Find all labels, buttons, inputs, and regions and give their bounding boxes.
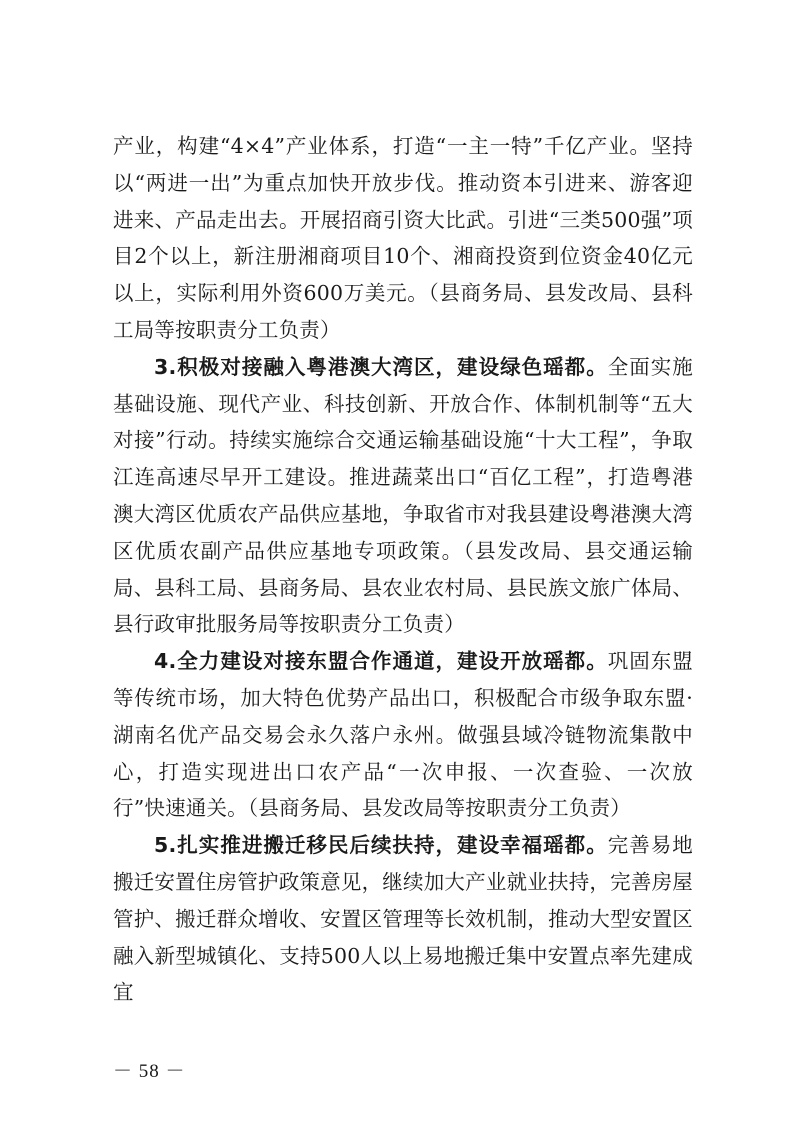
page-number: － 58 － [113,1061,186,1082]
paragraph-body: 全面实施基础设施、现代产业、科技创新、开放合作、体制机制等“五大对接”行动。持续实施综合交通运输基础设施“十大工程”，争取江连高速尽早开工建设。推进蔬菜出口“百亿工程”，打造粤港澳大湾区优质农产品供应基地，争取省市对我县建设粤港澳大湾区优质农副产品供应基地专项政策。（县发改局、县交通运输局、县科工局、县商务局、县农业农村局、县民族文旅广体局、县行政审批服务局等按职责分工负责） [113,354,693,637]
section-heading: 5.扎实推进搬迁移民后续扶持，建设幸福瑶都。 [154,833,608,858]
paragraph-section-3 [113,349,693,643]
paragraph-continuation [113,128,693,349]
paragraph-body: 完善易地搬迁安置住房管护政策意见，继续加大产业就业扶持，完善房屋管护、搬迁群众增收、安置区管理等长效机制，推动大型安置区融入新型城镇化、支持500人以上易地搬迁集中安置点率先建成宜 [113,833,693,1005]
paragraph-section-5 [113,827,693,1011]
paragraph-body: 产业，构建“4×4”产业体系，打造“一主一特”千亿产业。坚持以“两进一出”为重点加快开放步伐。推动资本引进来、游客迎进来、产品走出去。开展招商引资大比武。引进“三类500强”项目2个以上，新注册湘商项目10个、湘商投资到位资金40亿元以上，实际利用外资600万美元。（县商务局、县发改局、县科工局等按职责分工负责） [113,134,693,342]
section-heading: 4.全力建设对接东盟合作通道，建设开放瑶都。 [154,649,608,674]
document-body [113,128,693,1011]
paragraph-section-4 [113,643,693,827]
paragraph-body: 巩固东盟等传统市场，加大特色优势产品出口，积极配合市级争取东盟·湖南名优产品交易会永久落户永州。做强县域冷链物流集散中心，打造实现进出口农产品“一次申报、一次查验、一次放行”快速通关。（县商务局、县发改局等按职责分工负责） [113,649,693,821]
section-heading: 3.积极对接融入粤港澳大湾区，建设绿色瑶都。 [154,354,608,379]
